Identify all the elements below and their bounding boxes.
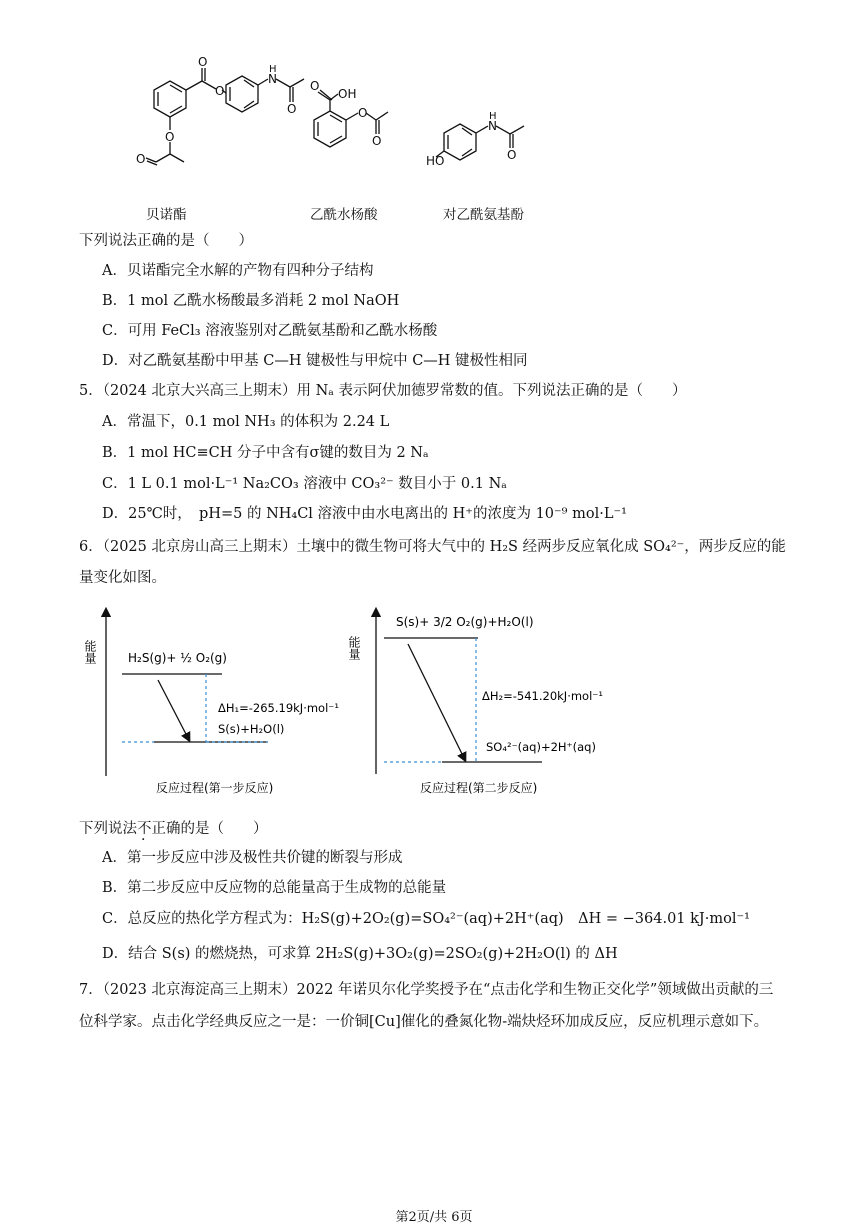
benzene-ring <box>226 76 258 112</box>
y-axis-label: 能量 <box>347 636 361 660</box>
atom-label: OH <box>338 87 357 101</box>
option-b: B．1 mol 乙酰水杨酸最多消耗 2 mol NaOH <box>102 293 400 309</box>
emphasis-mark: 不 <box>137 821 152 837</box>
option-b: B．第二步反应中反应物的总能量高于生成物的总能量 <box>102 880 447 896</box>
question-stem: 下列说法正确的是（ ） <box>79 233 253 249</box>
question-stem <box>79 819 268 839</box>
product-label: S(s)+H₂O(l) <box>218 722 285 736</box>
atom-label: O <box>165 130 175 144</box>
option-a: A．贝诺酯完全水解的产物有四种分子结构 <box>102 263 374 279</box>
dh-label: ΔH₂=-541.20kJ·mol⁻¹ <box>482 689 603 703</box>
option-c: C．1 L 0.1 mol·L⁻¹ Na₂CO₃ 溶液中 CO₃²⁻ 数目小于 0.1 Nₐ <box>102 476 507 492</box>
atom-label: O <box>507 148 517 162</box>
y-axis-label: 能量 <box>83 640 97 664</box>
stem-text: 下列说法 <box>79 821 137 837</box>
stem-text: 正确的是（ ） <box>151 821 268 837</box>
option-d: D．对乙酰氨基酚中甲基 C—H 键极性与甲烷中 C—H 键极性相同 <box>102 353 528 369</box>
atom-label: O <box>215 84 225 98</box>
atom-label: H <box>269 64 277 75</box>
atom-label: O <box>372 134 382 148</box>
benzene-ring <box>314 111 346 147</box>
product-label: SO₄²⁻(aq)+2H⁺(aq) <box>486 740 596 754</box>
question-stem: 6．（2025 北京房山高三上期末）土壤中的微生物可将大气中的 H₂S 经两步反应氧化成 SO₄²⁻，两步反应的能 <box>79 539 786 555</box>
reactant-label: S(s)+ 3/2 O₂(g)+H₂O(l) <box>396 615 534 629</box>
option-d: D．结合 S(s) 的燃烧热，可求算 2H₂S(g)+3O₂(g)=2SO₂(g)+2H₂O(l) 的 ΔH <box>102 946 618 962</box>
question-stem: 7．（2023 北京海淀高三上期末）2022 年诺贝尔化学奖授予在“点击化学和生物正交化学”领域做出贡献的三 <box>79 982 774 998</box>
question-stem: 5．（2024 北京大兴高三上期末）用 Nₐ 表示阿伏加德罗常数的值。下列说法正确的是（ ） <box>79 383 687 399</box>
reaction-arrow <box>408 644 464 758</box>
question-stem-cont: 位科学家。点击化学经典反应之一是：一价铜[Cu]催化的叠氮化物-端炔烃环加成反应，反应机理示意如下。 <box>79 1014 769 1030</box>
atom-label: O <box>310 79 320 93</box>
structure-caption: 对乙酰氨基酚 <box>443 207 524 223</box>
question-stem-cont: 量变化如图。 <box>79 570 166 586</box>
atom-label: O <box>198 55 208 69</box>
x-axis-label: 反应过程(第一步反应) <box>156 781 274 795</box>
reaction-arrow <box>158 680 188 738</box>
atom-label: HO <box>426 154 445 168</box>
dh-label: ΔH₁=-265.19kJ·mol⁻¹ <box>218 701 339 715</box>
atom-label: N <box>488 119 497 133</box>
option-d: D．25℃时， pH=5 的 NH₄Cl 溶液中由水电离出的 H⁺的浓度为 10⁻⁹ mol·L⁻¹ <box>102 506 627 522</box>
atom-label: N <box>268 72 277 86</box>
page-footer: 第2页/共 6页 <box>395 1210 473 1225</box>
option-b: B．1 mol HC≡CH 分子中含有σ键的数目为 2 Nₐ <box>102 445 429 461</box>
x-axis-label: 反应过程(第二步反应) <box>420 781 538 795</box>
option-a: A．第一步反应中涉及极性共价键的断裂与形成 <box>102 850 403 866</box>
atom-label: H <box>489 111 497 122</box>
option-a: A．常温下，0.1 mol NH₃ 的体积为 2.24 L <box>102 414 390 430</box>
energy-diagram-step2 <box>346 600 636 800</box>
benzene-ring <box>444 124 476 160</box>
atom-label: O <box>287 102 297 116</box>
atom-label: O <box>358 106 368 120</box>
chemical-structures <box>70 55 590 222</box>
reactant-label: H₂S(g)+ ½ O₂(g) <box>128 651 227 665</box>
option-c: C．总反应的热化学方程式为：H₂S(g)+2O₂(g)=SO₄²⁻(aq)+2H⁺(aq) ΔH = −364.01 kJ·mol⁻¹ <box>102 911 750 927</box>
energy-diagram-step1 <box>76 600 339 800</box>
structure-caption: 乙酰水杨酸 <box>310 207 378 223</box>
atom-label: O <box>136 152 146 166</box>
option-c: C．可用 FeCl₃ 溶液鉴别对乙酰氨基酚和乙酰水杨酸 <box>102 323 438 339</box>
structure-caption: 贝诺酯 <box>146 207 187 223</box>
benzene-ring <box>154 81 186 117</box>
